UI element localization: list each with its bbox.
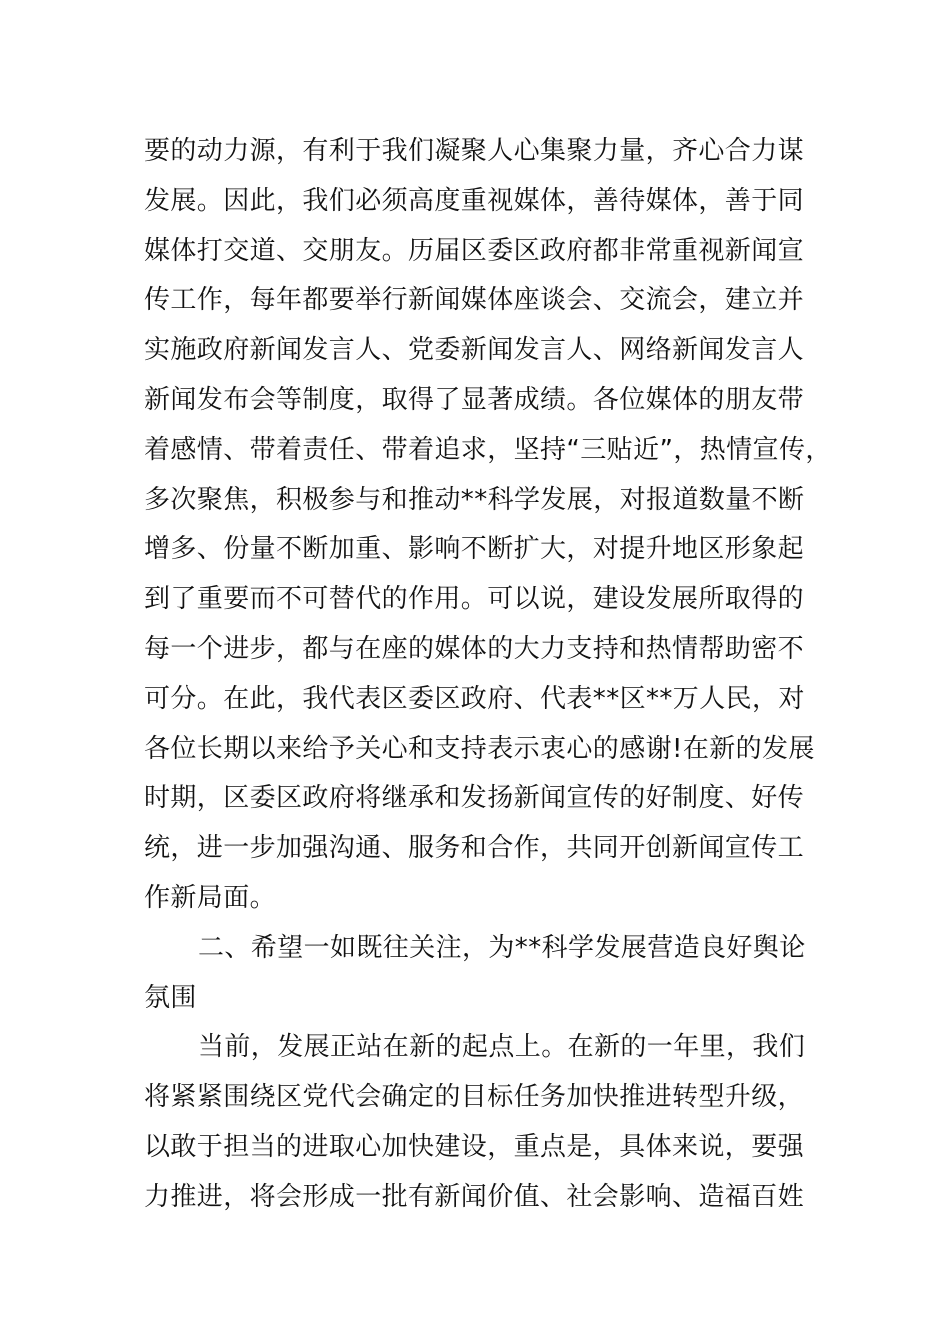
text-line: 以敢于担当的进取心加快建设，重点是，具体来说，要强 xyxy=(144,1131,805,1162)
paragraph xyxy=(144,127,832,924)
text-line: 时期，区委区政府将继承和发扬新闻宣传的好制度、好传 xyxy=(144,783,805,814)
heading-line: 二、希望一如既往关注，为**科学发展营造良好舆论 xyxy=(198,932,806,963)
text-line: 可分。在此，我代表区委区政府、代表**区**万人民，对 xyxy=(144,683,805,714)
text-line: 新闻发布会等制度，取得了显著成绩。各位媒体的朋友带 xyxy=(144,384,805,415)
text-line: 力推进，将会形成一批有新闻价值、社会影响、造福百姓 xyxy=(144,1181,805,1212)
text-line: 到了重要而不可替代的作用。可以说，建设发展所取得的 xyxy=(144,584,805,615)
section-heading xyxy=(144,924,824,1024)
heading-line: 氛围 xyxy=(144,982,197,1013)
document-body xyxy=(144,127,832,1223)
text-line: 实施政府新闻发言人、党委新闻发言人、网络新闻发言人 xyxy=(144,335,805,366)
text-line: 着感情、带着责任、带着追求，坚持“三贴近”，热情宣传， xyxy=(144,434,832,465)
text-line: 各位长期以来给予关心和支持表示衷心的感谢!在新的发展 xyxy=(144,733,815,764)
text-line: 多次聚焦，积极参与和推动**科学发展，对报道数量不断 xyxy=(144,484,805,515)
text-line: 每一个进步，都与在座的媒体的大力支持和热情帮助密不 xyxy=(144,633,805,664)
paragraph xyxy=(144,1023,824,1222)
text-line: 将紧紧围绕区党代会确定的目标任务加快推进转型升级， xyxy=(144,1082,805,1113)
text-line: 要的动力源，有利于我们凝聚人心集聚力量，齐心合力谋 xyxy=(144,136,805,166)
text-line: 作新局面。 xyxy=(144,882,277,913)
text-line: 发展。因此，我们必须高度重视媒体，善待媒体，善于同 xyxy=(144,185,805,216)
text-line: 统，进一步加强沟通、服务和合作，共同开创新闻宣传工 xyxy=(144,833,805,864)
text-line: 媒体打交道、交朋友。历届区委区政府都非常重视新闻宣 xyxy=(144,235,805,266)
text-line: 增多、份量不断加重、影响不断扩大，对提升地区形象起 xyxy=(144,534,805,565)
text-line: 当前，发展正站在新的起点上。在新的一年里，我们 xyxy=(198,1032,806,1063)
text-line: 传工作，每年都要举行新闻媒体座谈会、交流会，建立并 xyxy=(144,285,805,316)
